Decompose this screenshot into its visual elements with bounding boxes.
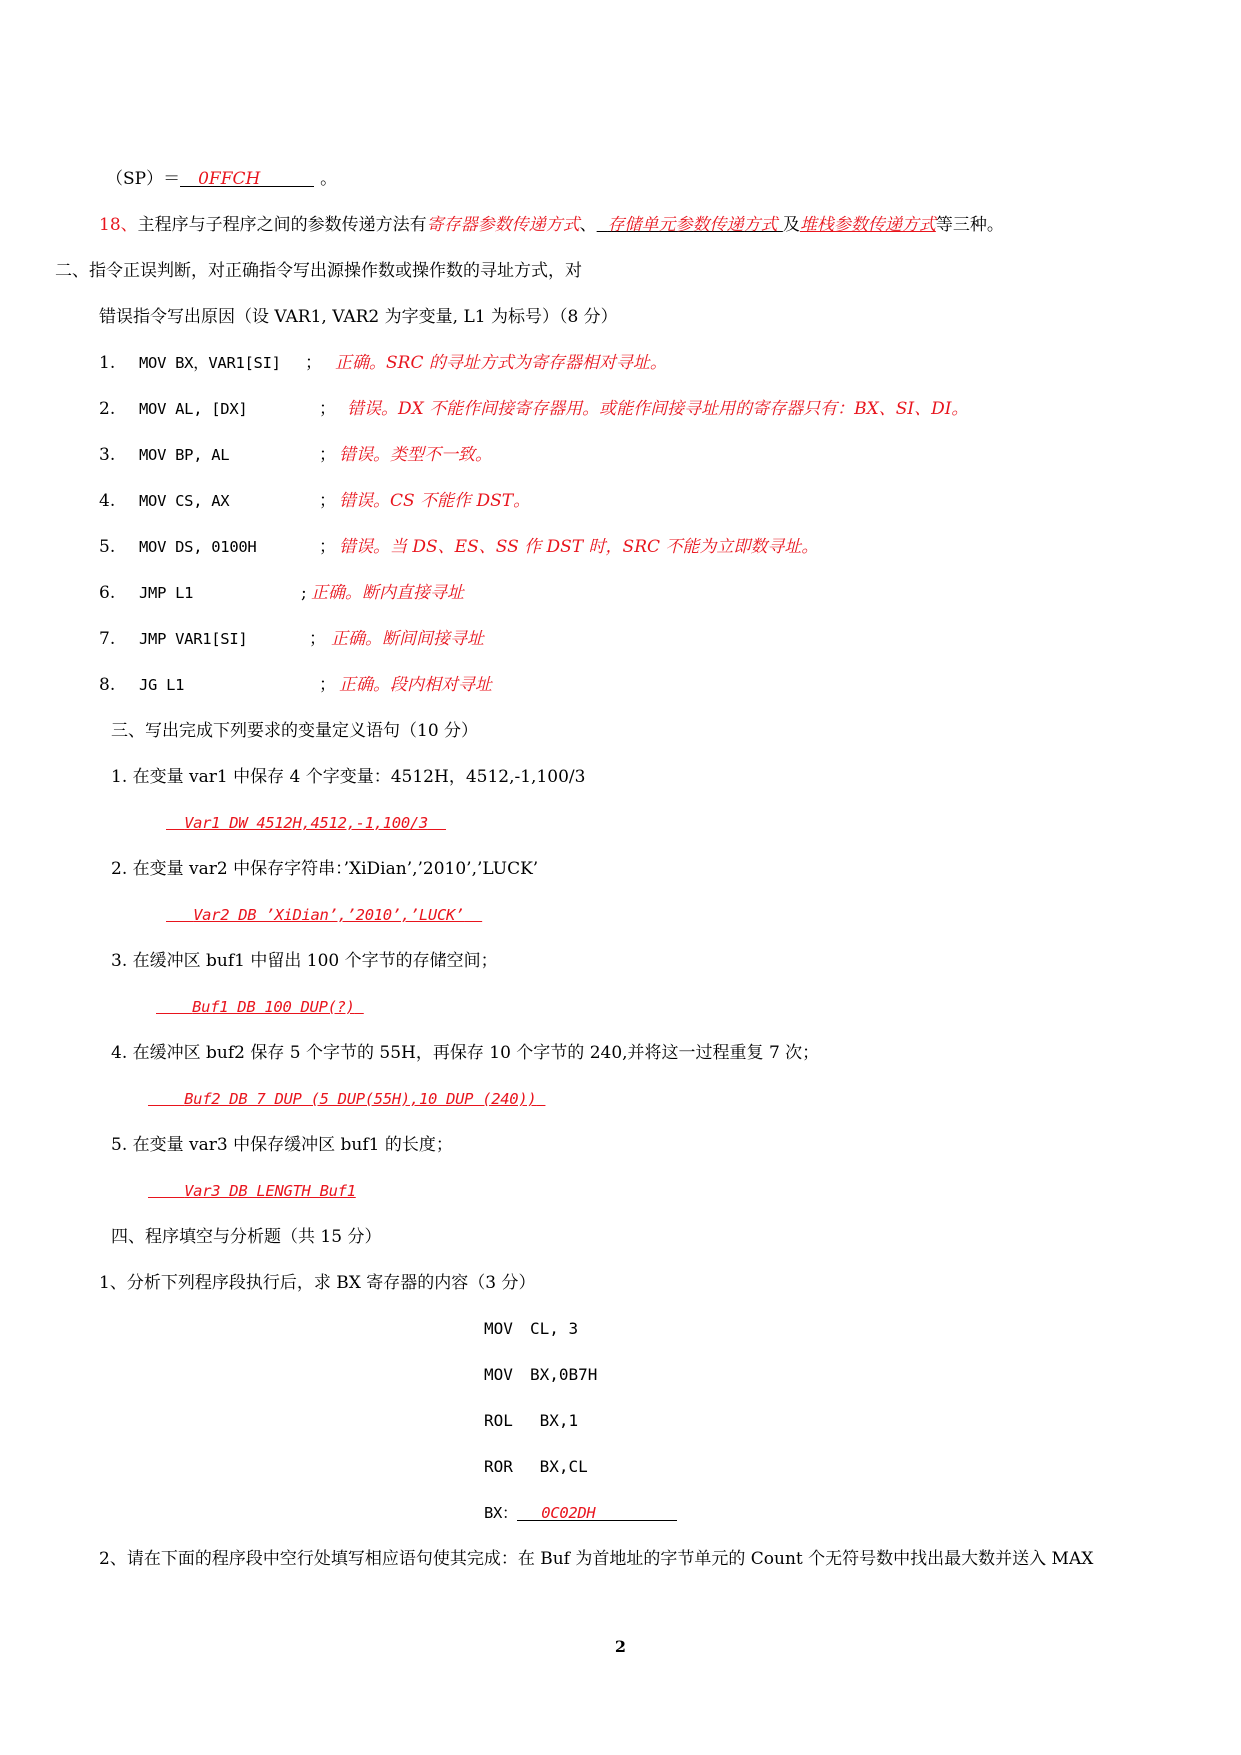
var-answer-text: Buf1 DB 100 DUP(?) [192, 998, 355, 1016]
item-instruction: JMP L1 [139, 584, 194, 602]
item-number: 4. [99, 491, 116, 511]
var-question: 2. 在变量 var2 中保存字符串：’XiDian’,’2010’,’LUCK’ [111, 859, 539, 879]
item-semicolon: ； [305, 353, 322, 373]
bx-answer-blank [517, 1502, 677, 1521]
item-semicolon: ； [319, 537, 336, 557]
var-question: 1. 在变量 var1 中保存 4 个字变量：4512H，4512,-1,100/3 [111, 767, 586, 787]
item-instruction: JG L1 [139, 676, 185, 694]
item-instruction: MOV BX，VAR1[SI] [139, 354, 281, 372]
item-instruction: JMP VAR1[SI] [139, 630, 248, 648]
item-instruction: MOV CS, AX [139, 492, 230, 510]
q18-answer-2: 存储单元参数传递方式 [607, 215, 778, 235]
bx-answer: 0C02DH [541, 1504, 596, 1522]
item-semicolon: ； [319, 675, 336, 695]
item-number: 3. [99, 445, 116, 465]
judge-item [99, 444, 492, 466]
item-semicolon: ； [319, 491, 336, 511]
bx-result-line [484, 1502, 677, 1524]
question-18 [99, 214, 1004, 236]
section4-q2-title: 2、请在下面的程序段中空行处填写相应语句使其完成：在 Buf 为首地址的字节单元的 Count 个无符号数中找出最大数并送入 MAX [99, 1549, 1094, 1569]
code-args: CL, 3 [530, 1319, 579, 1338]
var-answer [148, 1180, 356, 1202]
q18-text2: 及 [782, 215, 800, 235]
sp-end: 。 [320, 169, 338, 189]
code-line [484, 1364, 597, 1386]
var-answer [148, 1088, 545, 1110]
code-op: MOV [484, 1319, 513, 1338]
var-answer [166, 812, 446, 834]
code-line [484, 1318, 578, 1340]
code-op: MOV [484, 1365, 513, 1384]
judge-item [99, 398, 968, 420]
sp-line [106, 168, 337, 190]
sp-answer: 0FFCH [198, 169, 261, 189]
code-args: BX,1 [530, 1411, 579, 1430]
judge-item [99, 582, 464, 604]
section2-title-line2: 错误指令写出原因（设 VAR1, VAR2 为字变量, L1 为标号）（8 分） [99, 307, 618, 327]
q18-sep: 、 [579, 215, 597, 235]
item-number: 1. [99, 353, 116, 373]
var-question: 3. 在缓冲区 buf1 中留出 100 个字节的存储空间； [111, 951, 498, 971]
item-semicolon: ; [301, 583, 307, 603]
item-instruction: MOV DS, 0100H [139, 538, 257, 556]
item-number: 6. [99, 583, 116, 603]
item-answer: 正确。断间间接寻址 [331, 629, 484, 649]
item-semicolon: ； [319, 445, 336, 465]
q18-answer-1: 寄存器参数传递方式 [426, 215, 580, 235]
item-instruction: MOV AL, [DX] [139, 400, 248, 418]
item-semicolon: ； [319, 399, 336, 419]
judge-item [99, 352, 667, 374]
q18-number: 18、 [99, 215, 138, 235]
judge-item [99, 628, 484, 650]
q18-answer-3: 堆栈参数传递方式 [799, 215, 936, 235]
var-answer-text: Var3 DB LENGTH Buf1 [184, 1182, 356, 1200]
item-number: 5. [99, 537, 116, 557]
item-answer: 错误。CS 不能作 DST。 [339, 491, 531, 511]
item-answer: 错误。当 DS、ES、SS 作 DST 时，SRC 不能为立即数寻址。 [339, 537, 819, 557]
var-answer-text: Var1 DW 4512H,4512,-1,100/3 [184, 814, 428, 832]
section2-title-line1: 二、指令正误判断，对正确指令写出源操作数或操作数的寻址方式，对 [55, 261, 582, 281]
var-answer [156, 996, 364, 1018]
item-number: 2. [99, 399, 116, 419]
code-line [484, 1456, 588, 1478]
item-semicolon: ； [309, 629, 326, 649]
q18-text1: 主程序与子程序之间的参数传递方法有 [137, 215, 427, 235]
code-line [484, 1410, 578, 1432]
section3-title: 三、写出完成下列要求的变量定义语句（10 分） [111, 721, 479, 741]
judge-item [99, 490, 530, 512]
sp-label: （SP）＝ [106, 169, 181, 189]
item-instruction: MOV BP, AL [139, 446, 230, 464]
bx-label: BX： [484, 1504, 518, 1522]
judge-item [99, 536, 818, 558]
item-number: 7. [99, 629, 116, 649]
code-args: BX,CL [530, 1457, 588, 1476]
item-number: 8. [99, 675, 116, 695]
var-question: 4. 在缓冲区 buf2 保存 5 个字节的 55H，再保存 10 个字节的 240,并将这一过程重复 7 次； [111, 1043, 820, 1063]
item-answer: 正确。SRC 的寻址方式为寄存器相对寻址。 [335, 353, 667, 373]
judge-item [99, 674, 492, 696]
code-op: ROR [484, 1457, 513, 1476]
var-question: 5. 在变量 var3 中保存缓冲区 buf1 的长度； [111, 1135, 453, 1155]
item-answer: 正确。段内相对寻址 [339, 675, 492, 695]
page-number: 2 [614, 1637, 627, 1656]
section4-q1-title: 1、分析下列程序段执行后，求 BX 寄存器的内容（3 分） [99, 1273, 536, 1293]
item-answer: 错误。DX 不能作间接寄存器用。或能作间接寻址用的寄存器只有：BX、SI、DI。 [347, 399, 969, 419]
section4-title: 四、程序填空与分析题（共 15 分） [111, 1227, 382, 1247]
var-answer [166, 904, 482, 926]
code-args: BX,0B7H [530, 1365, 598, 1384]
var-answer-text: Var2 DB ’XiDian’,’2010’,’LUCK’ [193, 906, 465, 924]
sp-answer-blank [180, 168, 314, 187]
code-op: ROL [484, 1411, 513, 1430]
item-answer: 正确。断内直接寻址 [311, 583, 464, 603]
q18-text3: 等三种。 [935, 215, 1004, 235]
var-answer-text: Buf2 DB 7 DUP (5 DUP(55H),10 DUP (240)) [184, 1090, 537, 1108]
item-answer: 错误。类型不一致。 [339, 445, 492, 465]
